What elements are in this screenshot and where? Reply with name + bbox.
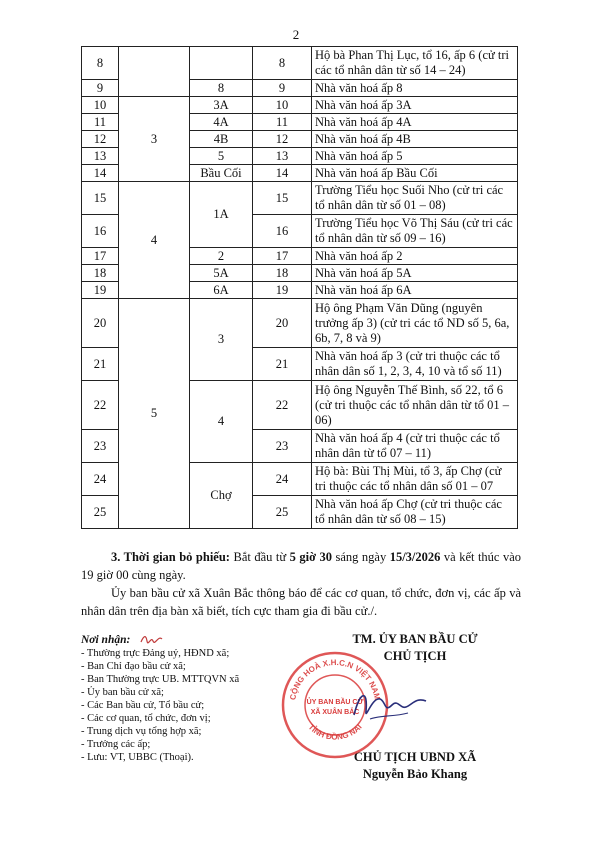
page-number: 2: [292, 27, 300, 42]
unit-cell: 10: [253, 97, 312, 114]
location-cell: Nhà văn hoá ấp 5: [312, 148, 518, 165]
table-row: [82, 182, 518, 215]
voting-time-paragraph: [81, 548, 521, 584]
voting-text-b: sáng ngày: [332, 550, 390, 564]
recipients-title: Nơi nhận:: [81, 634, 131, 646]
unit-cell: 23: [253, 430, 312, 463]
initials-mark: [140, 633, 164, 645]
location-cell: Nhà văn hoá ấp Chợ (cử tri thuộc các tổ nhân dân từ số 08 – 15): [312, 496, 518, 529]
group-cell: 3: [119, 97, 190, 182]
row-number: 11: [82, 114, 119, 131]
row-number: 25: [82, 496, 119, 529]
location-cell: Nhà văn hoá ấp 8: [312, 80, 518, 97]
unit-cell: 13: [253, 148, 312, 165]
list-item: - Các Ban bầu cử, Tổ bầu cử;: [81, 700, 205, 711]
signer-org: TM. ỦY BAN BẦU CỬ: [352, 632, 478, 646]
unit-cell: 19: [253, 282, 312, 299]
row-number: 21: [82, 348, 119, 381]
location-cell: Nhà văn hoá ấp 4 (cử tri thuộc các tổ nhân dân từ tổ 07 – 11): [312, 430, 518, 463]
unit-cell: 18: [253, 265, 312, 282]
group-cell: 4: [119, 182, 190, 299]
hamlet-cell: 4: [190, 381, 253, 463]
hamlet-cell: 5: [190, 148, 253, 165]
unit-cell: 11: [253, 114, 312, 131]
list-item: - Lưu: VT, UBBC (Thoại).: [81, 752, 194, 763]
section-heading: 3. Thời gian bỏ phiếu:: [111, 550, 230, 564]
voting-text-c: và kết thúc vào 19 giờ 00 cùng ngày.: [81, 550, 522, 582]
hamlet-cell: 2: [190, 248, 253, 265]
seal-line-2: XÃ XUÂN BẮC: [310, 709, 360, 716]
list-item: - Ban Chỉ đạo bầu cử xã;: [81, 661, 186, 672]
list-item: - Ban Thường trực UB. MTTQVN xã: [81, 674, 240, 685]
voting-text-a: Bắt đầu từ: [229, 550, 290, 564]
location-cell: Nhà văn hoá ấp 3 (cử tri thuộc các tổ nhân dân số 1, 2, 3, 4, 10 và tổ số 11): [312, 348, 518, 381]
row-number: 22: [82, 381, 119, 430]
hamlet-cell: 3: [190, 299, 253, 381]
row-number: 10: [82, 97, 119, 114]
location-cell: Hộ ông Phạm Văn Dũng (nguyên trưởng ấp 3) (cử tri các tổ ND số 5, 6a, 6b, 7, 8 và 9): [312, 299, 518, 348]
row-number: 19: [82, 282, 119, 299]
hamlet-cell: Chợ: [190, 463, 253, 529]
signer-name: Nguyễn Bảo Khang: [362, 767, 468, 781]
unit-cell: 20: [253, 299, 312, 348]
location-cell: Nhà văn hoá ấp 5A: [312, 265, 518, 282]
row-number: 15: [82, 182, 119, 215]
list-item: - Các cơ quan, tổ chức, đơn vị;: [81, 713, 211, 724]
location-cell: Hộ ông Nguyễn Thế Bình, số 22, tổ 6 (cử tri thuộc các tổ nhân dân từ tổ 01 – 06): [312, 381, 518, 430]
hamlet-cell: 6A: [190, 282, 253, 299]
table-row: [82, 299, 518, 348]
row-number: 20: [82, 299, 119, 348]
location-cell: Nhà văn hoá ấp 4B: [312, 131, 518, 148]
hamlet-cell: 4B: [190, 131, 253, 148]
svg-text:TỈNH ĐỒNG NAI: [306, 722, 363, 741]
row-number: 23: [82, 430, 119, 463]
unit-cell: 15: [253, 182, 312, 215]
unit-cell: 16: [253, 215, 312, 248]
location-cell: Hộ bà: Bùi Thị Mùi, tổ 3, ấp Chợ (cử tri thuộc các tổ nhân dân số 01 – 07: [312, 463, 518, 496]
list-item: - Thường trực Đảng uỷ, HĐND xã;: [81, 648, 230, 659]
seal-line-1: ỦY BAN BẦU CỬ: [306, 699, 364, 706]
voting-start-time: 5 giờ 30: [289, 550, 332, 564]
unit-cell: 21: [253, 348, 312, 381]
hamlet-cell: [190, 47, 253, 80]
row-number: 17: [82, 248, 119, 265]
group-cell: 5: [119, 299, 190, 529]
signer-title: CHỦ TỊCH UBND XÃ: [353, 750, 477, 764]
table-row: [82, 47, 518, 80]
location-cell: Nhà văn hoá ấp 3A: [312, 97, 518, 114]
unit-cell: 9: [253, 80, 312, 97]
hamlet-cell: 4A: [190, 114, 253, 131]
recipients-list: [81, 647, 301, 764]
row-number: 9: [82, 80, 119, 97]
unit-cell: 12: [253, 131, 312, 148]
unit-cell: 8: [253, 47, 312, 80]
list-item: - Trung dịch vụ tổng hợp xã;: [81, 726, 202, 737]
list-item: - Trưởng các ấp;: [81, 739, 151, 750]
unit-cell: 22: [253, 381, 312, 430]
row-number: 13: [82, 148, 119, 165]
row-number: 14: [82, 165, 119, 182]
location-cell: Nhà văn hoá ấp 4A: [312, 114, 518, 131]
unit-cell: 25: [253, 496, 312, 529]
recipients-block: [81, 634, 301, 764]
row-number: 16: [82, 215, 119, 248]
voting-date: 15/3/2026: [389, 550, 441, 564]
hamlet-cell: 5A: [190, 265, 253, 282]
hamlet-cell: 3A: [190, 97, 253, 114]
seal-bottom-text: TỈNH ĐỒNG NAI: [306, 722, 364, 742]
unit-cell: 14: [253, 165, 312, 182]
unit-cell: 24: [253, 463, 312, 496]
polling-units-table: [81, 46, 518, 529]
location-cell: Nhà văn hoá ấp 2: [312, 248, 518, 265]
row-number: 8: [82, 47, 119, 80]
table-row: [82, 97, 518, 114]
notice-paragraph: Ủy ban bầu cử xã Xuân Bắc thông báo để các cơ quan, tổ chức, đơn vị, các ấp và nhân dân trên địa bàn xã biết, tích cực tham gia đi bầu cử./.: [81, 586, 521, 618]
location-cell: Trường Tiểu học Suối Nho (cử tri các tổ nhân dân từ số 01 – 08): [312, 182, 518, 215]
group-cell: [119, 47, 190, 97]
location-cell: Trường Tiểu học Võ Thị Sáu (cử tri các tổ nhân dân từ số 09 – 16): [312, 215, 518, 248]
signer-role: CHỦ TỊCH: [383, 649, 447, 663]
row-number: 24: [82, 463, 119, 496]
row-number: 18: [82, 265, 119, 282]
seal-outer-text: CỘNG HOÀ X.H.C.N VIỆT NAM: [288, 657, 382, 701]
location-cell: Nhà văn hoá ấp 6A: [312, 282, 518, 299]
hamlet-cell: Bầu Cối: [190, 165, 253, 182]
hamlet-cell: 1A: [190, 182, 253, 248]
unit-cell: 17: [253, 248, 312, 265]
handwritten-signature: [350, 685, 430, 725]
list-item: - Ủy ban bầu cử xã;: [81, 687, 164, 698]
location-cell: Nhà văn hoá ấp Bầu Cối: [312, 165, 518, 182]
row-number: 12: [82, 131, 119, 148]
location-cell: Hộ bà Phan Thị Lục, tổ 16, ấp 6 (cử tri các tổ nhân dân từ số 14 – 24): [312, 47, 518, 80]
hamlet-cell: 8: [190, 80, 253, 97]
